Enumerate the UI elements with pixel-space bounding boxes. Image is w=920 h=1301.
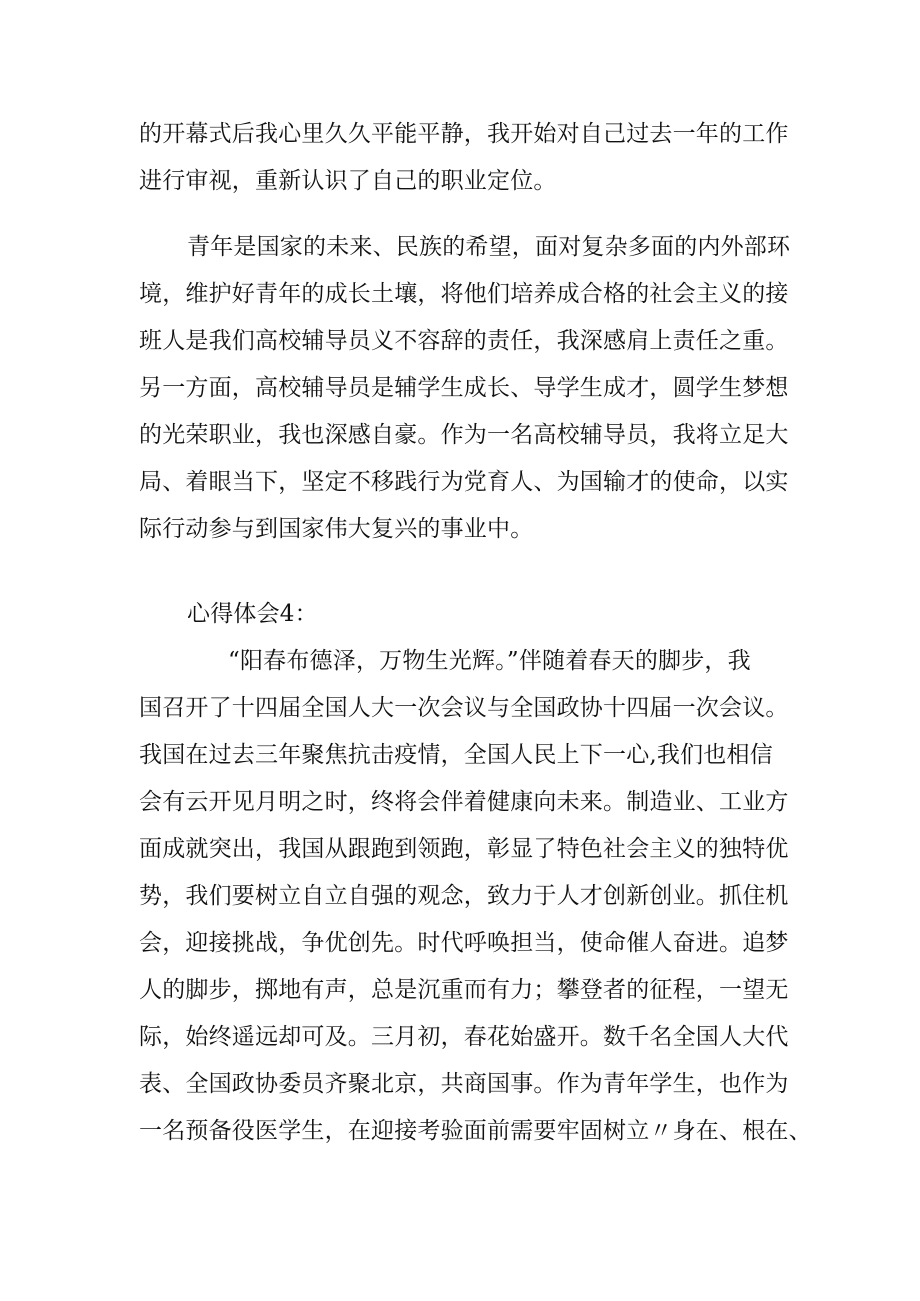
text-line: 际，始终遥远却可及。三月初，春花始盛开。数千名全国人大代 (139, 1024, 789, 1050)
text-line: 青年是国家的未来、民族的希望，面对复杂多面的内外部环 (187, 234, 791, 260)
text-line: 的开幕式后我心里久久平能平静，我开始对自己过去一年的工作 (139, 121, 789, 147)
text-line: 势，我们要树立自立自强的观念，致力于人才创新创业。抓住机 (139, 883, 789, 909)
text-line: 面成就突出，我国从跟跑到领跑，彰显了特色社会主义的独特优 (139, 836, 789, 862)
text-line: 会，迎接挑战，争优创先。时代呼唤担当，使命催人奋进。追梦 (139, 930, 789, 956)
text-line: “阳春布德泽，万物生光辉。”伴随着春天的脚步，我 (228, 648, 751, 674)
text-line: 班人是我们高校辅导员义不容辞的责任，我深感肩上责任之重。 (139, 328, 789, 354)
text-line: 我国在过去三年聚焦抗击疫情，全国人民上下一心,我们也相信 (139, 742, 773, 768)
text-line: 际行动参与到国家伟大复兴的事业中。 (139, 516, 534, 542)
text-line: 会有云开见月明之时，终将会伴着健康向未来。制造业、工业方 (139, 789, 789, 815)
text-line: 国召开了十四届全国人大一次会议与全国政协十四届一次会议。 (139, 695, 789, 721)
text-line: 另一方面，高校辅导员是辅学生成长、导学生成才，圆学生梦想 (139, 375, 789, 401)
text-line: 的光荣职业，我也深感自豪。作为一名高校辅导员，我将立足大 (139, 422, 789, 448)
text-line: 人的脚步，掷地有声，总是沉重而有力；攀登者的征程，一望无 (139, 977, 789, 1003)
text-line: 境，维护好青年的成长土壤，将他们培养成合格的社会主义的接 (139, 281, 789, 307)
text-line: 一名预备役医学生，在迎接考验面前需要牢固树立〃身在、根在、 (139, 1118, 812, 1144)
text-line: 局、着眼当下，坚定不移践行为党育人、为国输才的使命，以实 (139, 469, 789, 495)
text-line: 表、全国政协委员齐聚北京，共商国事。作为青年学生，也作为 (139, 1071, 789, 1097)
text-line: 进行审视，重新认识了自己的职业定位。 (139, 168, 557, 194)
section-heading: 心得体会4： (187, 601, 318, 627)
